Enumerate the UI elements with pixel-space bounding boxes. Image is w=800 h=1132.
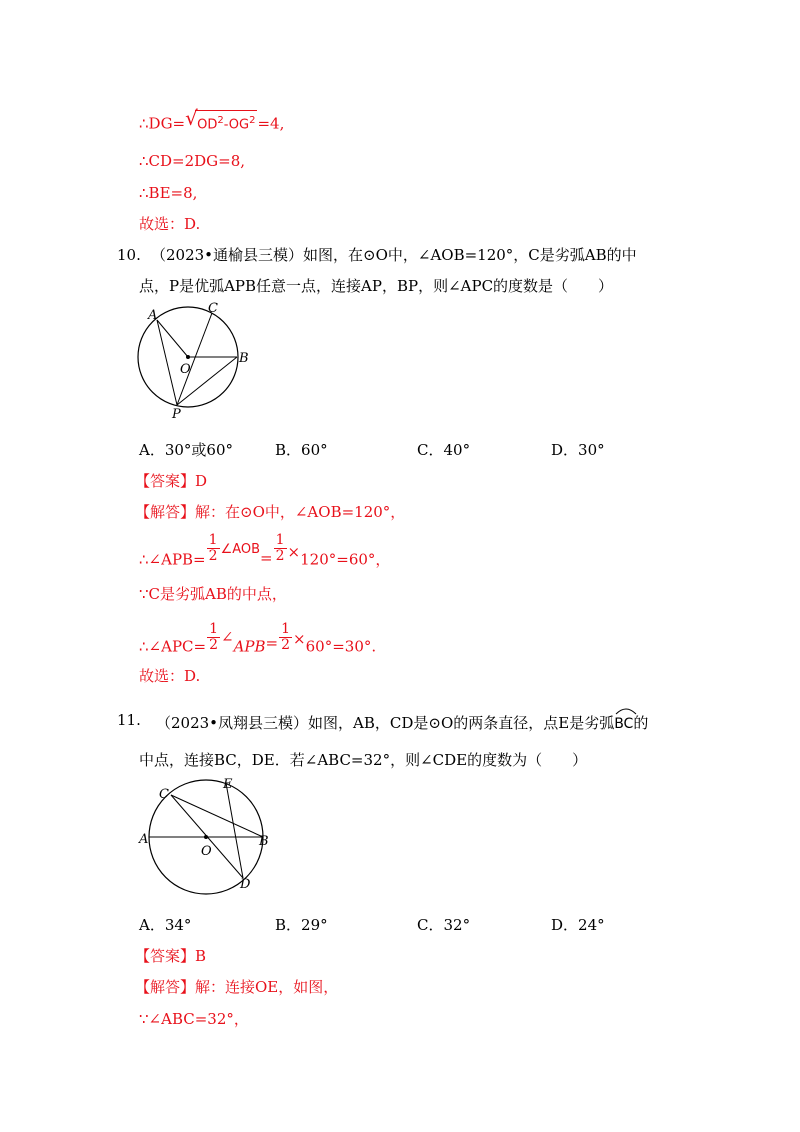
fraction-half: $\frac{1}{2}$ <box>208 532 218 564</box>
q10-label-b: B <box>239 351 249 366</box>
q11-center-dot <box>204 835 208 839</box>
q11-number: 11. <box>117 711 141 729</box>
q10-label-c: C <box>208 301 218 316</box>
arc-mark-icon <box>614 707 638 715</box>
q10-solution-line-4: ∴∠APC= $\frac{1}{2}$ ∠APB= $\frac{1}{2}$ ×60°=30°. <box>139 621 377 656</box>
dg-label: ∴DG= <box>139 114 186 133</box>
q10-option-b[interactable]: B．60° <box>275 441 328 459</box>
q11-label-c: C <box>159 787 169 802</box>
q10-solution-line-3: ∵C是劣弧AB的中点， <box>139 585 287 603</box>
q10-option-c[interactable]: C．40° <box>417 441 471 459</box>
q11-option-a[interactable]: A．34° <box>139 916 192 934</box>
arc-bc: BC <box>614 710 633 734</box>
prev-choice-line: 故选：D. <box>139 215 201 233</box>
sqrt-expression: √ $OD^2-OG^2$ <box>185 110 257 135</box>
q11-solution-line-2: ∵∠ABC=32°， <box>139 1010 249 1028</box>
q10-choice: 故选：D. <box>139 667 201 685</box>
be-line: ∴BE=8, <box>139 184 198 202</box>
q11-stem-line-2: 中点，连接BC，DE．若∠ABC=32°，则∠CDE的度数为（ ） <box>139 751 588 769</box>
q10-option-a[interactable]: A．30°或60° <box>139 441 234 459</box>
q10-label-a: A <box>148 308 158 323</box>
q10-label-p: P <box>172 407 181 420</box>
sqrt-sign: √ <box>185 106 198 130</box>
q11-circle-figure <box>135 775 285 895</box>
q11-label-a: A <box>139 832 149 847</box>
q11-option-c[interactable]: C．32° <box>417 916 471 934</box>
q10-circle-figure <box>132 300 262 420</box>
q10-segment-ap <box>157 320 177 405</box>
q10-stem-line-1: （2023•通榆县三模）如图，在⊙O中，∠AOB=120°，C是劣弧AB的中 <box>151 246 637 264</box>
q11-segment-cb <box>171 795 263 837</box>
q10-solution-line-2: ∴∠APB= $\frac{1}{2}$ ∠AOB= $\frac{1}{2}$ ×120°=60°， <box>139 532 391 569</box>
fraction-half: $\frac{1}{2}$ <box>209 621 219 653</box>
q10-answer: 【答案】D <box>135 472 208 490</box>
q10-solution-line-1: 【解答】解：在⊙O中，∠AOB=120°， <box>135 503 406 521</box>
q10-option-d[interactable]: D．30° <box>551 441 605 459</box>
fraction-half: $\frac{1}{2}$ <box>281 621 291 653</box>
q10-center-dot <box>186 355 190 359</box>
fraction-half: $\frac{1}{2}$ <box>275 532 285 564</box>
q11-label-o: O <box>201 844 212 859</box>
q11-label-e: E <box>223 777 233 792</box>
q11-label-d: D <box>240 877 251 892</box>
q11-option-d[interactable]: D．24° <box>551 916 605 934</box>
dg-result: =4, <box>257 114 285 133</box>
q11-answer: 【答案】B <box>135 947 207 965</box>
q11-solution-line-1: 【解答】解：连接OE，如图， <box>135 978 339 996</box>
q11-label-b: B <box>259 834 269 849</box>
dg-line <box>139 106 285 135</box>
q10-number: 10. <box>117 246 141 264</box>
q10-stem-line-2: 点，P是优弧APB任意一点，连接AP，BP，则∠APC的度数是（ ） <box>139 277 614 295</box>
q11-stem-line-1: （2023•凤翔县三模）如图，AB，CD是⊙O的两条直径，点E是劣弧 BC的 <box>156 710 648 734</box>
q11-segment-ed <box>226 783 243 878</box>
q11-option-b[interactable]: B．29° <box>275 916 328 934</box>
cd-line: ∴CD=2DG=8, <box>139 152 246 170</box>
q10-label-o: O <box>180 362 191 377</box>
